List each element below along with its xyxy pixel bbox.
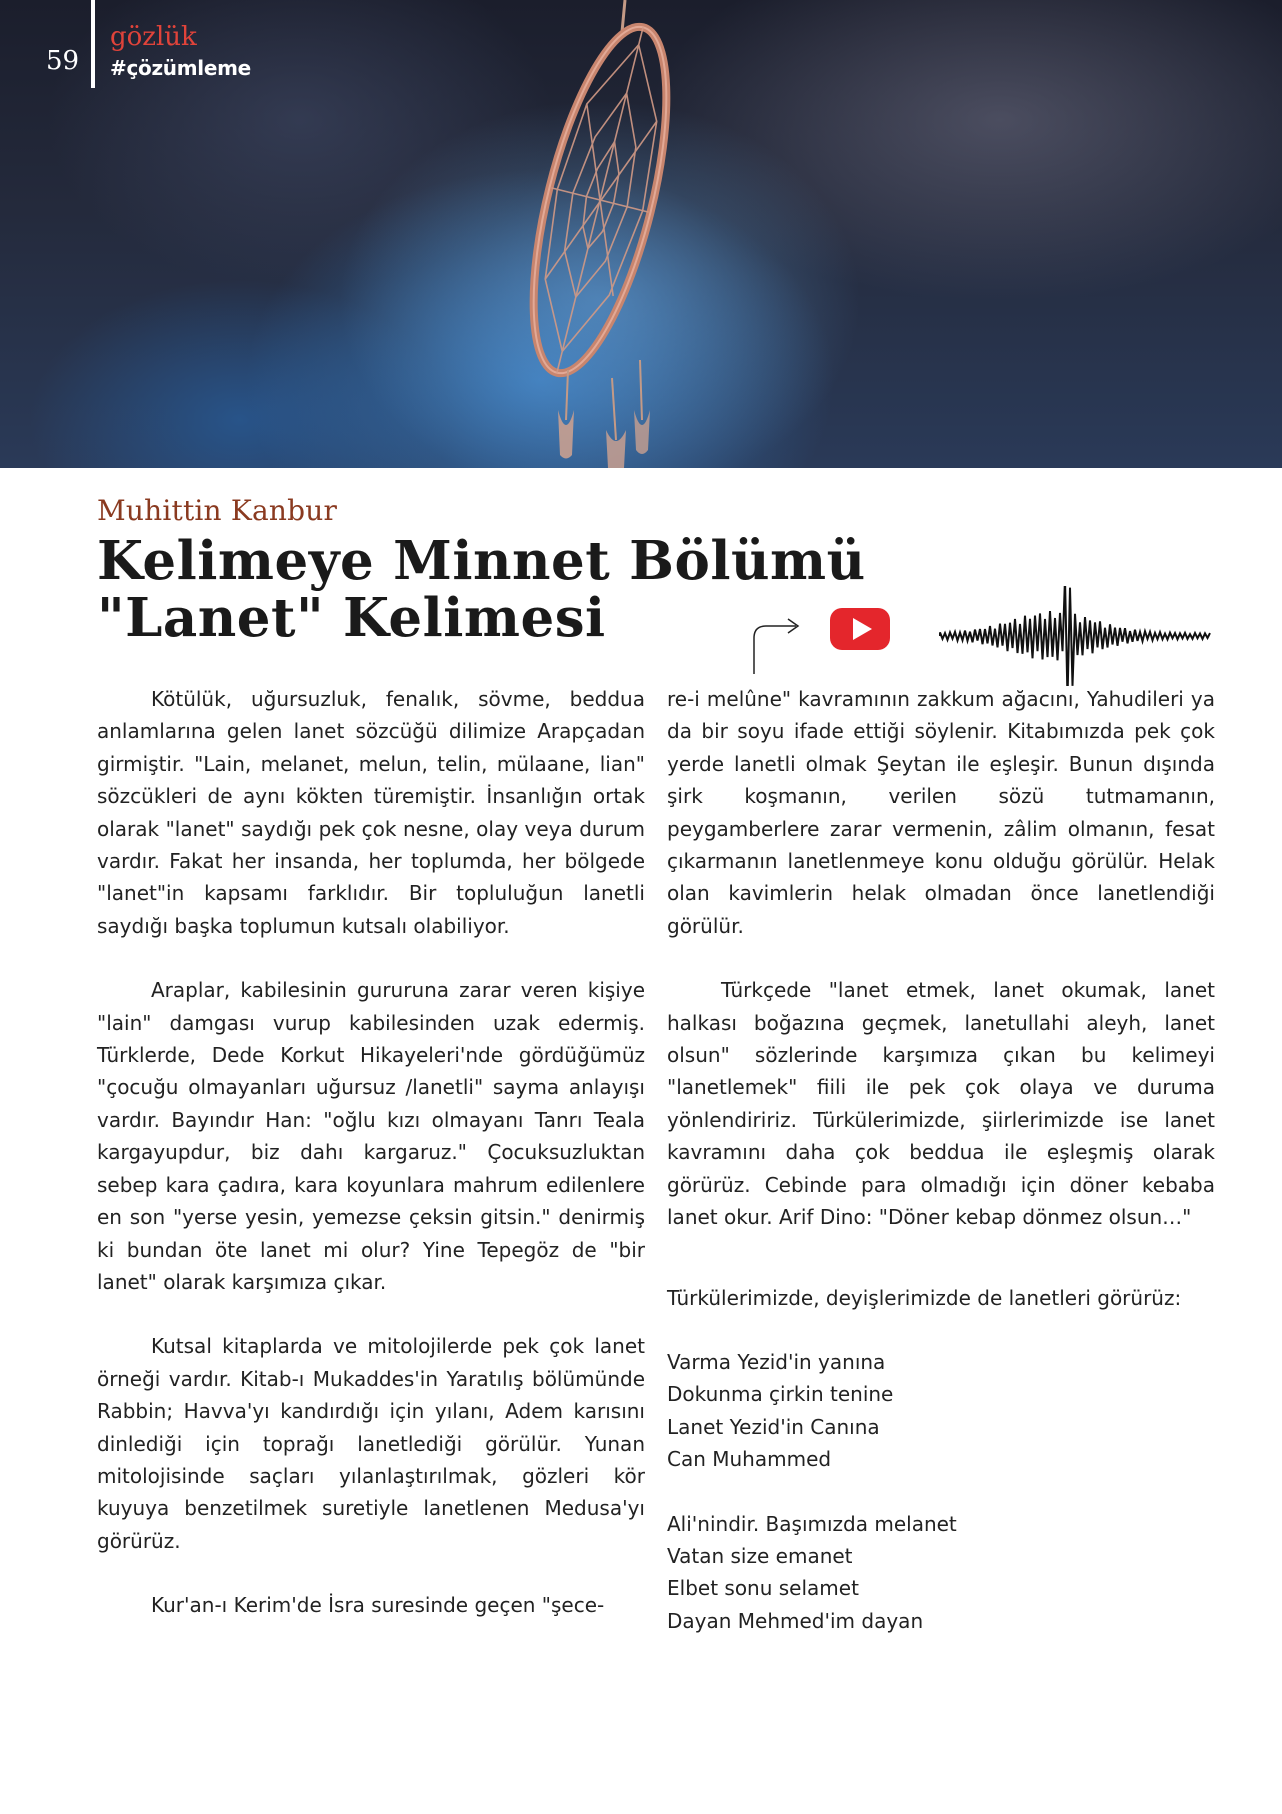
youtube-play-icon[interactable]	[830, 608, 890, 650]
verse-stanza-2	[667, 1508, 1215, 1638]
text-column-left	[97, 683, 645, 1622]
header-rule	[91, 0, 95, 88]
sound-wave-icon	[940, 586, 1210, 686]
verse-stanza-1	[667, 1346, 1215, 1476]
title-line-2: "Lanet" Kelimesi	[97, 587, 606, 649]
paragraph: Kutsal kitaplarda ve mitolojilerde pek çok lanet örneği vardır. Kitab-ı Mukaddes'in Yaratılış bölümünde Rabbin; Havva'yı kandırdığı için yılanı, Adem karısını dinlediği için toprağı lanetlediği görülür. Yunan mitolojisinde saçları yılanlaştırılmak, gözleri kör kuyuya benzetilmek suretiyle lanetlenen Medusa'yı görürüz.	[97, 1334, 645, 1553]
title-line-1: Kelimeye Minnet Bölümü	[97, 530, 866, 592]
media-decoration	[740, 586, 1220, 686]
verse-line: Elbet sonu selamet	[667, 1576, 859, 1601]
hero-image	[0, 0, 1282, 468]
verse-line: Can Muhammed	[667, 1447, 832, 1472]
paragraph: Kur'an-ı Kerim'de İsra suresinde geçen "şece-	[151, 1593, 605, 1618]
text-column-right	[667, 683, 1215, 1637]
paragraph: re-i melûne" kavramının zakkum ağacını, Yahudileri ya da bir soyu ifade ettiği söylenir. Kitabımızda pek çok yerde lanetli olmak Şeytan ile eşleşir. Bunun dışında şirk koşmanın, verilen sözü tutmamanın, peygamberlere zarar vermenin, zâlim olmanın, fesat çıkarmanın lanetlenmeye konu olduğu görülür. Helak olan kavimlerin helak olmadan önce lanetlendiği görülür.	[667, 687, 1215, 938]
paragraph: Türkçede "lanet etmek, lanet okumak, lanet halkası boğazına geçmek, lanetullahi aleyh, lanet olsun" sözlerinde karşımıza çıkan bu kelimeyi "lanetlemek" fiili ile pek çok olaya ve duruma yönlendiririz. Türkülerimizde, şiirlerimizde ise lanet kavramını daha çok beddua ile eşleşmiş olarak görürüz. Cebinde para olmadığı için döner kebaba lanet okur. Arif Dino: "Döner kebap dönmez olsun…"	[667, 978, 1215, 1230]
page-number: 59	[46, 46, 80, 76]
paragraph: Türkülerimizde, deyişlerimizde de lanetleri görürüz:	[667, 1285, 1182, 1310]
section-name: gözlük	[110, 22, 197, 52]
verse-line: Vatan size emanet	[667, 1543, 853, 1568]
paragraph: Kötülük, uğursuzluk, fenalık, sövme, beddua anlamlarına gelen lanet sözcüğü dilimize Arapçadan girmiştir. "Lain, melanet, melun, telin, mülaane, lian" sözcükleri de aynı kökten türemiştir. İnsanlığın ortak olarak "lanet" saydığı pek çok nesne, olay veya durum vardır. Fakat her insanda, her toplumda, her bölgede "lanet"in kapsamı farklıdır. Bir topluluğun lanetli saydığı başka toplumun kutsalı olabiliyor.	[97, 687, 645, 938]
paragraph: Araplar, kabilesinin gururuna zarar veren kişiye "lain" damgası vurup kabilesinden uzak edermiş. Türklerde, Dede Korkut Hikayeleri'nde gördüğümüz "çocuğu olmayanları uğursuz /lanetli" sayma anlayışı vardır. Bayındır Han: "oğlu kızı olmayanı Tanrı Teala kargayupdur, biz dahı kargaruz." Çocuksuzluktan sebep kara çadıra, kara koyunlara mahrum edilenlere en son "yerse yesin, yemezse çeksin gitsin." denirmiş ki bundan öte lanet mi olur? Yine Tepegöz de "bir lanet" olarak karşımıza çıkar.	[97, 978, 645, 1294]
section-hashtag: #çözümleme	[110, 56, 251, 80]
verse-line: Varma Yezid'in yanına	[667, 1349, 886, 1374]
verse-line: Dayan Mehmed'im dayan	[667, 1608, 924, 1633]
verse-line: Lanet Yezid'in Canına	[667, 1414, 880, 1439]
arrow-right-icon	[754, 619, 798, 674]
author-name: Muhittin Kanbur	[97, 494, 338, 527]
verse-line: Dokunma çirkin tenine	[667, 1382, 894, 1407]
verse-line: Ali'nindir. Başımızda melanet	[667, 1511, 957, 1536]
